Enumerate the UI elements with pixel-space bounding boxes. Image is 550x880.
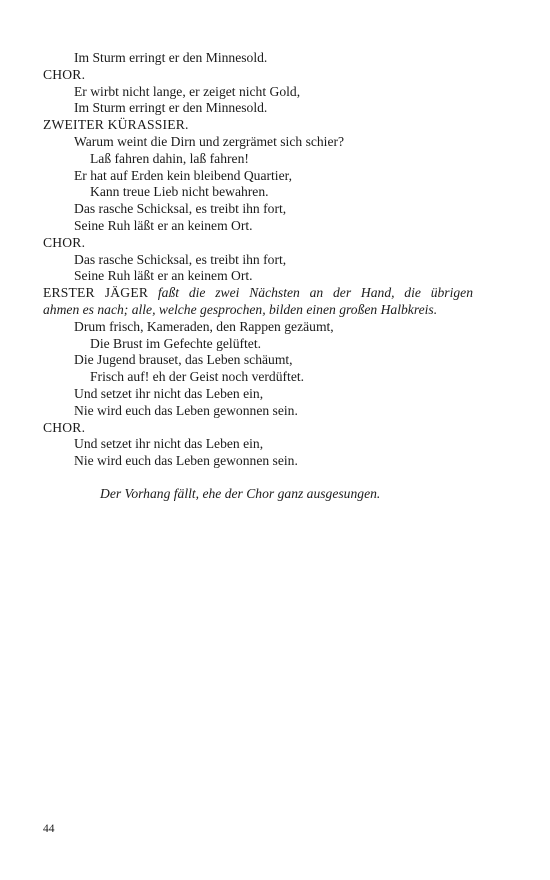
page-number: 44 [43,823,55,835]
speaker-name: ZWEITER KÜRASSIER. [43,117,189,133]
verse-line: Drum frisch, Kameraden, den Rappen gezäumt, [74,318,334,334]
stage-direction-line-1 [43,285,473,302]
speaker-name: CHOR. [43,234,86,250]
verse-text-block [43,50,473,503]
verse-line: Warum weint die Dirn und zergrämet sich schier? [74,133,345,149]
verse-line: Nie wird euch das Leben gewonnen sein. [74,402,298,418]
stage-direction-line-2: ahmen es nach; alle, welche gesprochen, bilden einen großen Halbkreis. [43,301,438,317]
verse-line-indented: Die Brust im Gefechte gelüftet. [90,335,261,351]
speaker-name: ERSTER JÄGER [43,285,149,301]
verse-line: Und setzet ihr nicht das Leben ein, [74,436,264,452]
verse-line: Im Sturm erringt er den Minnesold. [74,50,268,65]
speaker-name: CHOR. [43,419,86,435]
verse-line-indented: Kann treue Lieb nicht bewahren. [90,184,269,200]
verse-line: Er wirbt nicht lange, er zeiget nicht Gold, [74,83,301,99]
verse-line: Seine Ruh läßt er an keinem Ort. [74,217,253,233]
verse-line-indented: Laß fahren dahin, laß fahren! [90,150,249,166]
verse-line: Er hat auf Erden kein bleibend Quartier, [74,167,292,183]
speaker-name: CHOR. [43,66,86,82]
verse-line-indented: Frisch auf! eh der Geist noch verdüftet. [90,369,305,385]
verse-line: Das rasche Schicksal, es treibt ihn fort, [74,201,287,217]
verse-line: Seine Ruh läßt er an keinem Ort. [74,268,253,284]
verse-line: Nie wird euch das Leben gewonnen sein. [74,453,298,469]
verse-line: Das rasche Schicksal, es treibt ihn fort, [74,251,287,267]
stage-direction-text: faßt die zwei Nächsten an der Hand, die übrigen [157,285,473,301]
verse-line: Die Jugend brauset, das Leben schäumt, [74,352,293,368]
spacer [43,470,473,486]
verse-line: Im Sturm erringt er den Minnesold. [74,100,268,116]
closing-stage-direction: Der Vorhang fällt, ehe der Chor ganz ausgesungen. [100,485,381,501]
verse-line: Und setzet ihr nicht das Leben ein, [74,385,264,401]
